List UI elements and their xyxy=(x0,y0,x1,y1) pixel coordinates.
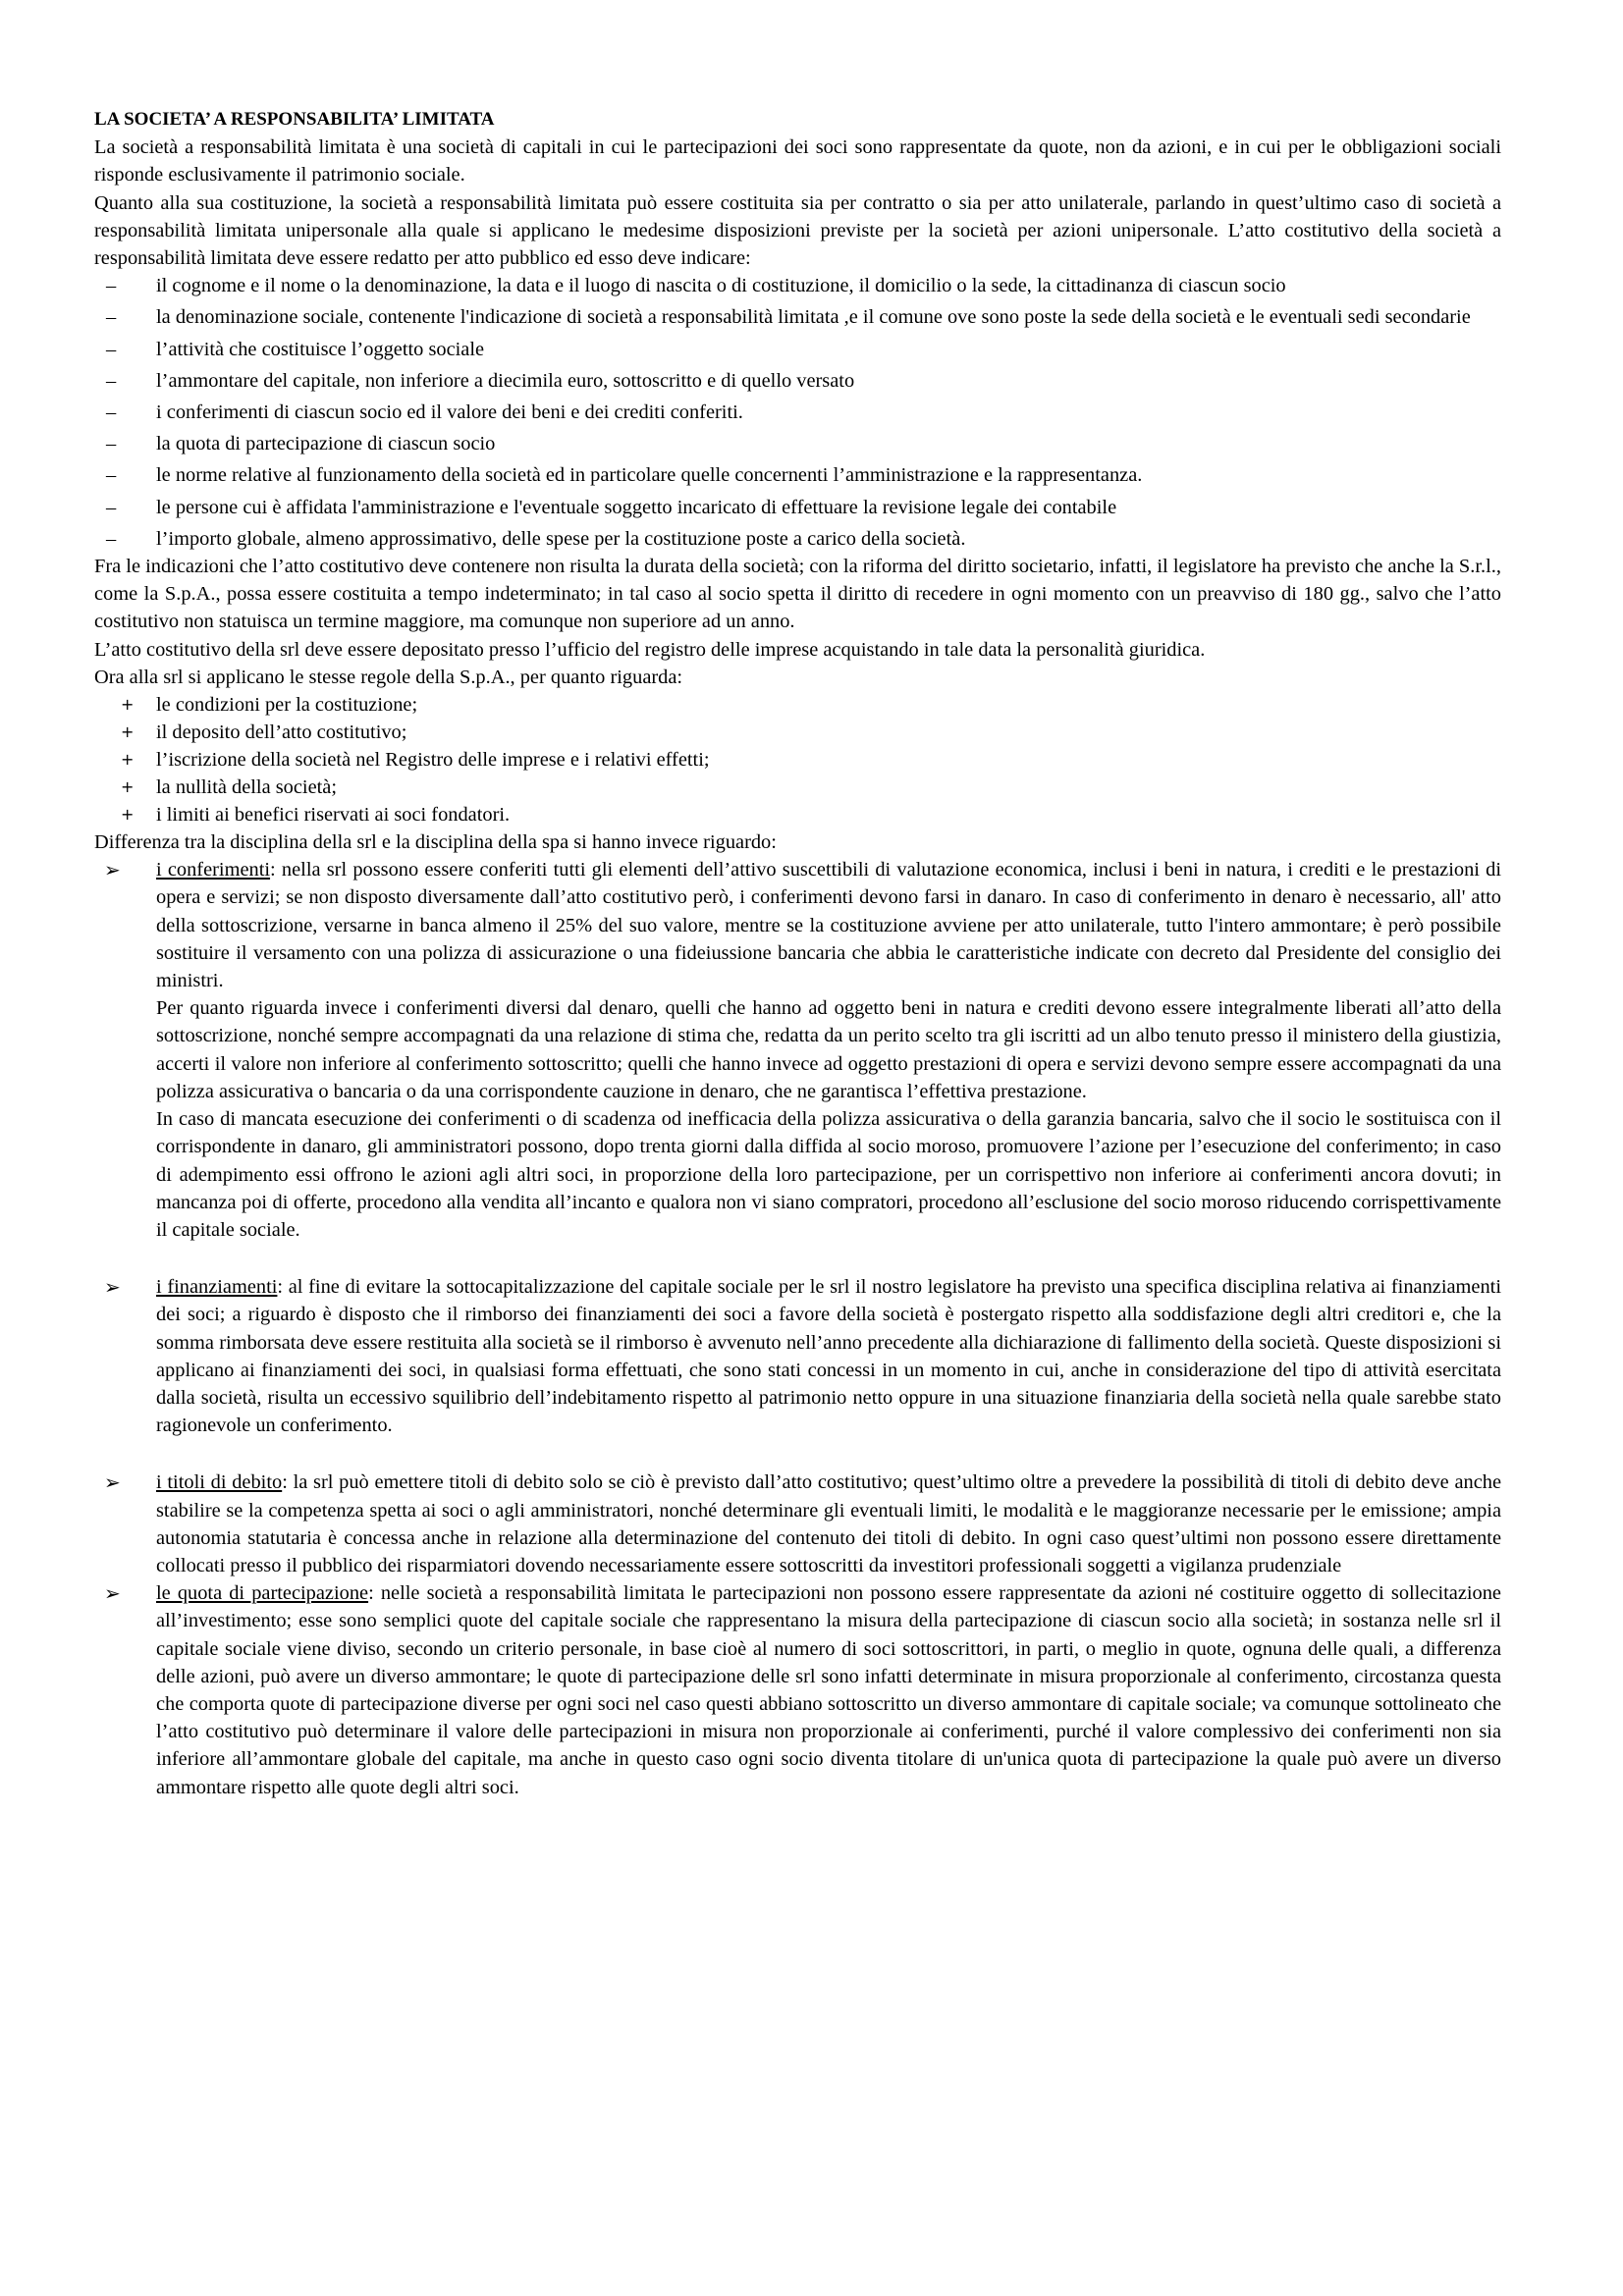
list-item-text: la denominazione sociale, contenente l'indicazione di società a responsabilità limitata ,e il comune ove sono poste la sede della società e le eventuali sedi secondarie xyxy=(156,306,1471,329)
dash-marker: – xyxy=(106,401,117,424)
list-item xyxy=(94,801,1501,828)
difference-term: i titoli di debito xyxy=(156,1471,283,1494)
differences-intro: Differenza tra la disciplina della srl e la disciplina della spa si hanno invece riguardo: xyxy=(94,831,777,854)
list-item-text: l’iscrizione della società nel Registro delle imprese e i relativi effetti; xyxy=(156,749,710,772)
difference-paragraph xyxy=(156,1273,1501,1439)
difference-finanziamenti xyxy=(94,1273,1501,1439)
dash-marker: – xyxy=(106,496,117,518)
dash-marker: – xyxy=(106,527,117,550)
difference-paragraph xyxy=(156,1468,1501,1579)
difference-term: i finanziamenti xyxy=(156,1276,278,1299)
list-item-text: le norme relative al funzionamento della società ed in particolare quelle concernenti l’amministrazione e la rappresentanza. xyxy=(156,464,1143,487)
difference-titoli-di-debito xyxy=(94,1468,1501,1579)
list-item xyxy=(94,272,1501,299)
difference-text: : nelle società a responsabilità limitata le partecipazioni non possono essere rappresentate da azioni né costituire oggetto di sollecitazione all’investimento; esse sono semplici quote del capitale sociale che rappresentano la misura della partecipazione di ciascun socio alla società; in sostanza nelle srl il capitale sociale viene diviso, secondo un criterio personale, in base cioè al numero di soci sottoscrittori, in parti, o meglio in quote, ognuna delle quali, a differenza delle azioni, può avere un diverso ammontare; le quote di partecipazione delle srl sono infatti determinate in misura proporzionale al conferimento, circostanza questa che comporta quote di partecipazione diverse per ogni soci nel caso questi abbiano sottoscritto un diverso ammontare di capitale sociale; va comunque sottolineato che l’atto costitutivo può determinare il valore delle partecipazioni in misura non proporzionale ai conferimenti, purché il valore complessivo dei conferimenti non sia inferiore all’ammontare globale del capitale, ma anche in questo caso ogni socio diventa titolare di un'unica quota di partecipazione la quale può avere un diverso ammontare rispetto alle quote degli altri soci. xyxy=(156,1582,1501,1798)
list-item-text: le persone cui è affidata l'amministrazione e l'eventuale soggetto incaricato di effettuare la revisione legale dei contabile xyxy=(156,496,1117,518)
plus-marker: + xyxy=(121,722,135,742)
list-item-text: l’attività che costituisce l’oggetto sociale xyxy=(156,338,485,360)
list-item xyxy=(94,336,1501,363)
intro-paragraph-1: La società a responsabilità limitata è una società di capitali in cui le partecipazioni dei soci sono rappresentate da quote, non da azioni, e in cui per le obbligazioni sociali risponde esclusivamente il patrimonio sociale. xyxy=(94,136,1501,187)
list-item-text: la quota di partecipazione di ciascun socio xyxy=(156,433,496,455)
difference-text: : al fine di evitare la sottocapitalizzazione del capitale sociale per le srl il nostro legislatore ha previsto una specifica disciplina relativa ai finanziamenti dei soci; a riguardo è disposto che il rimborso dei finanziamenti dei soci a favore della società è postergato rispetto alla soddisfazione degli altri creditori e, che la somma rimborsata deve essere restituita alla società se il rimborso è avvenuto nell’anno precedente alla dichiarazione di fallimento della società. Queste disposizioni si applicano ai finanziamenti dei soci, in qualsiasi forma effettuati, che sono stati concessi in un momento in cui, anche in considerazione del tipo di attività esercitata dalla società, risulta un eccessivo squilibrio dell’indebitamento rispetto al patrimonio netto oppure in una situazione finanziaria della società nella quale sarebbe stato ragionevole un conferimento. xyxy=(156,1276,1501,1437)
list-item-text: l’ammontare del capitale, non inferiore a diecimila euro, sottoscritto e di quello versato xyxy=(156,369,855,392)
middle-section xyxy=(94,553,1501,691)
list-item-text: il cognome e il nome o la denominazione, la data e il luogo di nascita o di costituzione, il domicilio o la sede, la cittadinanza di ciascun socio xyxy=(156,275,1286,297)
difference-term: le quota di partecipazione xyxy=(156,1582,369,1605)
dash-marker: – xyxy=(106,433,117,455)
list-item-text: i conferimenti di ciascun socio ed il valore dei beni e dei crediti conferiti. xyxy=(156,401,743,424)
list-item xyxy=(94,430,1501,457)
list-item xyxy=(94,303,1501,331)
plus-marker: + xyxy=(121,805,135,825)
arrow-bullet-icon: ➢ xyxy=(104,858,121,882)
list-item-text: le condizioni per la costituzione; xyxy=(156,694,418,717)
duration-paragraph: Fra le indicazioni che l’atto costitutivo deve contenere non risulta la durata della società; con la riforma del diritto societario, infatti, il legislatore ha previsto che anche la S.r.l., come la S.p.A., possa essere costituita a tempo indeterminato; in tal caso al socio spetta il diritto di recedere in ogni momento con un preavviso di 180 gg., salvo che l’atto costitutivo non statuisca un termine maggiore, ma comunque non superiore ad un anno. xyxy=(94,556,1501,633)
difference-paragraph xyxy=(156,856,1501,994)
difference-conferimenti xyxy=(94,856,1501,1244)
list-item-text: i limiti ai benefici riservati ai soci fondatori. xyxy=(156,804,511,827)
list-item xyxy=(94,691,1501,719)
arrow-bullet-icon: ➢ xyxy=(104,1470,121,1495)
difference-paragraph: Per quanto riguarda invece i conferimenti diversi dal denaro, quelli che hanno ad oggetto beni in natura e crediti devono essere integralmente liberati all’atto della sottoscrizione, nonché sempre accompagnati da una relazione di stima che, redatta da un perito scelto tra gli iscritti ad un albo tenuto presso il ministero della giustizia, accerti il valore non inferiore al conferimento sottoscritto; quelli che hanno invece ad oggetto prestazioni di opera e servizi devono sempre essere accompagnati da una polizza assicurativa o bancaria o da una corrispondente cauzione in denaro, che ne garantisca l’effettiva prestazione. xyxy=(156,997,1501,1102)
intro-section xyxy=(94,133,1501,272)
list-item xyxy=(94,494,1501,521)
list-item-text: il deposito dell’atto costitutivo; xyxy=(156,721,407,744)
plus-marker: + xyxy=(121,777,135,797)
list-item-text: l’importo globale, almeno approssimativo, delle spese per la costituzione poste a carico della società. xyxy=(156,527,966,550)
list-item xyxy=(94,461,1501,489)
arrow-bullet-icon: ➢ xyxy=(104,1275,121,1300)
intro-paragraph-2: Quanto alla sua costituzione, la società a responsabilità limitata può essere costituita sia per contratto o sia per atto unilaterale, parlando in quest’ultimo caso di società a responsabilità limitata unipersonale alla quale si applicano le medesime disposizioni previste per la società per azioni unipersonale. L’atto costitutivo della società a responsabilità limitata deve essere redatto per atto pubblico ed esso deve indicare: xyxy=(94,191,1501,270)
difference-paragraph: In caso di mancata esecuzione dei conferimenti o di scadenza od inefficacia della polizza assicurativa o della garanzia bancaria, salvo che il socio le sostituisca con il corrispondente in danaro, gli amministratori possono, dopo trenta giorni dalla diffida al socio moroso, promuovere l’azione per l’esecuzione del conferimento; in caso di adempimento essi offrono le azioni agli altri soci, in proporzione della loro partecipazione, per un corrispettivo non inferiore ai conferimenti ancora dovuti; in mancanza poi di offerte, procedono alla vendita all’incanto e qualora non vi siano compratori, procedono all’esclusione del socio moroso riducendo corrispettivamente il capitale sociale. xyxy=(156,1108,1501,1241)
same-rules-list xyxy=(94,691,1501,828)
arrow-bullet-icon: ➢ xyxy=(104,1581,121,1606)
list-item xyxy=(94,525,1501,553)
list-item-text: la nullità della società; xyxy=(156,776,338,799)
dash-marker: – xyxy=(106,338,117,360)
dash-marker: – xyxy=(106,306,117,329)
list-item xyxy=(94,774,1501,801)
list-item xyxy=(94,746,1501,774)
plus-marker: + xyxy=(121,750,135,770)
dash-marker: – xyxy=(106,369,117,392)
dash-marker: – xyxy=(106,275,117,297)
deposit-paragraph: L’atto costitutivo della srl deve essere depositato presso l’ufficio del registro delle imprese acquistando in tale data la personalità giuridica. xyxy=(94,638,1206,661)
difference-quota-di-partecipazione xyxy=(94,1579,1501,1801)
difference-term: i conferimenti xyxy=(156,859,271,881)
difference-paragraph xyxy=(156,1579,1501,1801)
plus-marker: + xyxy=(121,695,135,715)
difference-text: : nella srl possono essere conferiti tutti gli elementi dell’attivo suscettibili di valutazione economica, inclusi i beni in natura, i crediti e le prestazioni di opera e servizi; se non disposto diversamente dall’atto costitutivo però, i conferimenti devono farsi in danaro. In caso di conferimento in denaro è necessario, all' atto della sottoscrizione, versarne in banca almeno il 25% del suo valore, mentre se la costituzione avviene per atto unilaterale, tutto l'intero ammontare; è però possibile sostituire il versamento con una polizza di assicurazione o una fideiussione bancaria che abbia le caratteristiche indicate con decreto dal Presidente del consiglio dei ministri. xyxy=(156,859,1502,992)
document-title: LA SOCIETA’ A RESPONSABILITA’ LIMITATA xyxy=(94,109,495,130)
list-item xyxy=(94,399,1501,426)
differences-list xyxy=(94,856,1501,1801)
dash-marker: – xyxy=(106,464,117,487)
list-item xyxy=(94,719,1501,746)
list-item xyxy=(94,367,1501,395)
same-rules-intro: Ora alla srl si applicano le stesse regole della S.p.A., per quanto riguarda: xyxy=(94,666,683,688)
requirements-list xyxy=(94,272,1501,553)
difference-text: : la srl può emettere titoli di debito solo se ciò è previsto dall’atto costitutivo; quest’ultimo oltre a prevedere la possibilità di titoli di debito deve anche stabilire se la competenza spetta ai soci o agli amministratori, nonché determinare gli eventuali limiti, le modalità e le maggioranze necessarie per le emissione; ampia autonomia statutaria è concessa anche in relazione alla determinazione del contenuto dei titoli di debito. In ogni caso quest’ultimi non possono essere direttamente collocati presso il pubblico dei risparmiatori dovendo necessariamente essere sottoscritti da investitori professionali soggetti a vigilanza prudenziale xyxy=(156,1471,1501,1576)
